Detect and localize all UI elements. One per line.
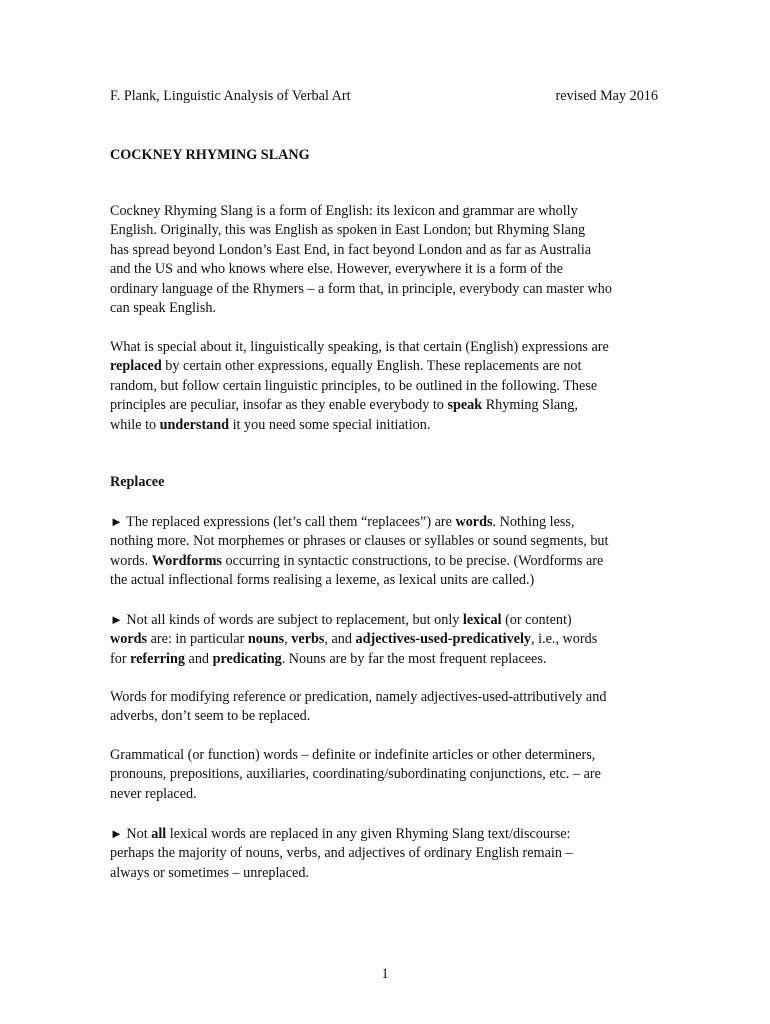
header-right: revised May 2016 bbox=[555, 88, 658, 104]
text-line: nothing more. Not morphemes or phrases or clauses or syllables or sound segments, but bbox=[110, 533, 609, 550]
triangle-bullet-icon: ► bbox=[110, 612, 123, 627]
emphasis: Wordforms bbox=[151, 552, 222, 569]
text-line: and the US and who knows where else. However, everywhere it is a form of the bbox=[110, 261, 563, 278]
text-line: words. Wordforms occurring in syntactic constructions, to be precise. (Wordforms are bbox=[110, 552, 604, 569]
text-line: What is special about it, linguistically speaking, is that certain (English) expressions are bbox=[110, 339, 609, 355]
emphasis: adjectives-used-predicatively bbox=[355, 631, 532, 648]
emphasis: verbs bbox=[291, 631, 325, 648]
emphasis: all bbox=[151, 826, 167, 842]
header-left: F. Plank, Linguistic Analysis of Verbal Art bbox=[110, 88, 351, 104]
emphasis: words bbox=[455, 514, 493, 530]
text-line: Words for modifying reference or predication, namely adjectives-used-attributively and bbox=[110, 689, 607, 705]
replacee-paragraph-1 bbox=[110, 512, 670, 591]
text-line: has spread beyond London’s East End, in fact beyond London and as far as Australia bbox=[110, 241, 592, 258]
text-line: can speak English. bbox=[110, 300, 216, 317]
replacee-paragraph-5 bbox=[110, 824, 670, 883]
emphasis: lexical bbox=[462, 612, 502, 628]
text-line: always or sometimes – unreplaced. bbox=[110, 864, 309, 881]
special-paragraph bbox=[110, 338, 670, 435]
text-line: random, but follow certain linguistic principles, to be outlined in the following. These bbox=[110, 377, 598, 394]
text-line: while to understand it you need some special initiation. bbox=[110, 416, 431, 433]
text-line: principles are peculiar, insofar as they enable everybody to speak Rhyming Slang, bbox=[110, 397, 578, 414]
text-line: perhaps the majority of nouns, verbs, and adjectives of ordinary English remain – bbox=[110, 845, 573, 862]
text-line: pronouns, prepositions, auxiliaries, coordinating/subordinating conjunctions, etc. – are bbox=[110, 766, 601, 783]
triangle-bullet-icon: ► bbox=[110, 514, 123, 529]
section-heading: Replacee bbox=[110, 474, 165, 490]
text-line: Cockney Rhyming Slang is a form of English: its lexicon and grammar are wholly bbox=[110, 203, 578, 219]
text-line: English. Originally, this was English as spoken in East London; but Rhyming Slang bbox=[110, 222, 586, 239]
text-line: the actual inflectional forms realising a lexeme, as lexical units are called.) bbox=[110, 572, 535, 589]
text-line: ► The replaced expressions (let’s call them “replacees”) are words. Nothing less, bbox=[110, 514, 575, 530]
triangle-bullet-icon: ► bbox=[110, 826, 123, 841]
text-line: words are: in particular nouns, verbs, and adjectives-used-predicatively, i.e., words bbox=[110, 631, 598, 648]
intro-paragraph bbox=[110, 202, 670, 318]
text-line: adverbs, don’t seem to be replaced. bbox=[110, 708, 311, 725]
text-line: for referring and predicating. Nouns are by far the most frequent replacees. bbox=[110, 650, 547, 667]
replacee-paragraph-3 bbox=[110, 688, 670, 727]
replacee-paragraph-4 bbox=[110, 746, 670, 804]
emphasis: words bbox=[110, 631, 148, 648]
text-line: ► Not all kinds of words are subject to replacement, but only lexical (or content) bbox=[110, 612, 572, 628]
text-line: Grammatical (or function) words – definite or indefinite articles or other determiners, bbox=[110, 747, 596, 763]
emphasis: replaced bbox=[110, 358, 162, 375]
replacee-paragraph-2 bbox=[110, 610, 670, 669]
text-line: never replaced. bbox=[110, 785, 197, 802]
emphasis: referring bbox=[130, 650, 185, 667]
emphasis: predicating bbox=[212, 650, 282, 667]
emphasis: understand bbox=[159, 416, 230, 433]
document-title: COCKNEY RHYMING SLANG bbox=[110, 147, 310, 163]
page-number: 1 bbox=[381, 966, 389, 982]
text-line: replaced by certain other expressions, equally English. These replacements are not bbox=[110, 358, 582, 375]
emphasis: speak bbox=[447, 397, 483, 414]
text-line: ordinary language of the Rhymers – a form that, in principle, everybody can master who bbox=[110, 280, 612, 297]
text-line: ► Not all lexical words are replaced in any given Rhyming Slang text/discourse: bbox=[110, 826, 571, 842]
page-header bbox=[110, 87, 658, 106]
emphasis: nouns bbox=[247, 631, 285, 648]
